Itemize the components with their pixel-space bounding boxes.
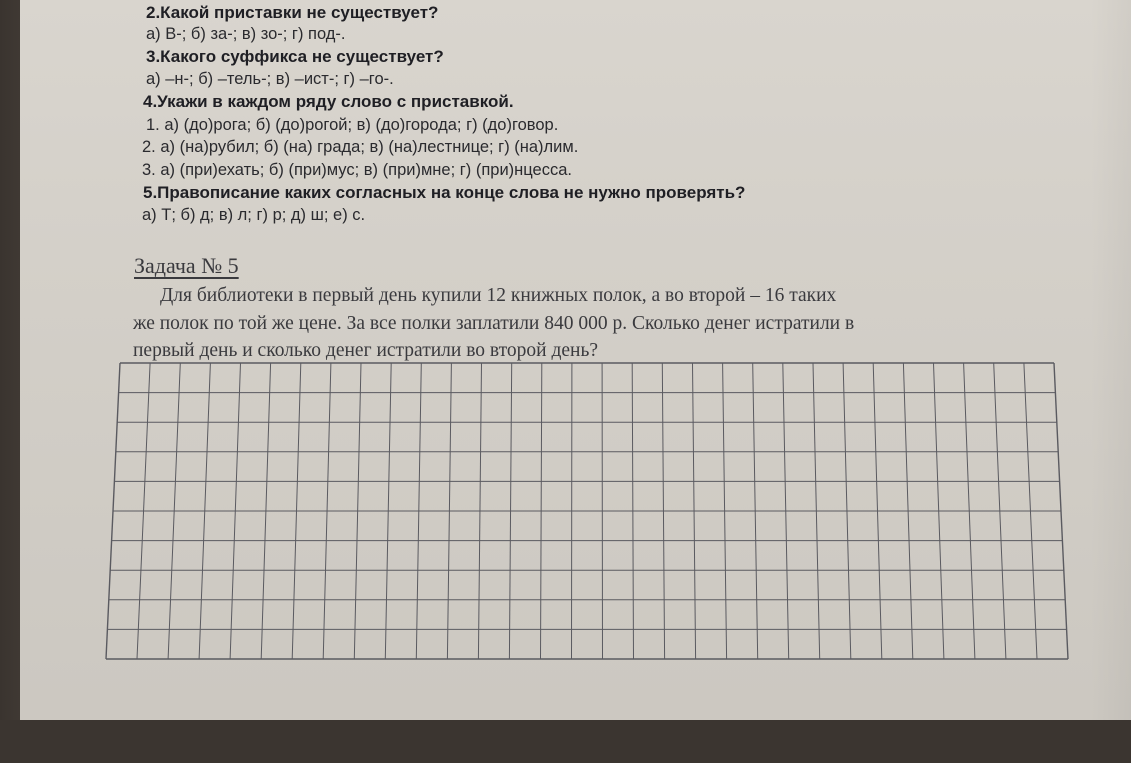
question-3-answer: а) –н-; б) –тель-; в) –ист-; г) –го-. [146, 70, 394, 88]
task-line-3: первый день и сколько денег истратили во второй день? [133, 340, 599, 361]
question-4-title: 4.Укажи в каждом ряду слово с приставкой. [143, 92, 514, 111]
task-title: Задача № 5 [134, 253, 239, 278]
grid-col-line [632, 363, 633, 659]
question-2-title: 2.Какой приставки не существует? [146, 3, 439, 22]
question-5-answer: а) Т; б) д; в) л; г) р; д) ш; е) с. [142, 206, 366, 224]
question-4-row-1: 1. а) (до)рога; б) (до)рогой; в) (до)города; г) (до)говор. [146, 116, 559, 134]
question-4-row-3: 3. а) (при)ехать; б) (при)мус; в) (при)мне; г) (при)нцесса. [142, 161, 572, 179]
question-4-row-2: 2. а) (на)рубил; б) (на) града; в) (на)лестнице; г) (на)лим. [142, 138, 579, 156]
question-5-title: 5.Правописание каких согласных на конце слова не нужно проверять? [143, 183, 746, 202]
question-3-title: 3.Какого суффикса не существует? [146, 47, 444, 66]
grid-col-line [541, 363, 542, 659]
question-2-answer: а) В-; б) за-; в) зо-; г) под-. [146, 25, 346, 43]
task-line-2: же полок по той же цене. За все полки заплатили 840 000 р. Сколько денег истратили в [133, 313, 855, 334]
task-line-1: Для библиотеки в первый день купили 12 книжных полок, а во второй – 16 таких [160, 285, 837, 306]
